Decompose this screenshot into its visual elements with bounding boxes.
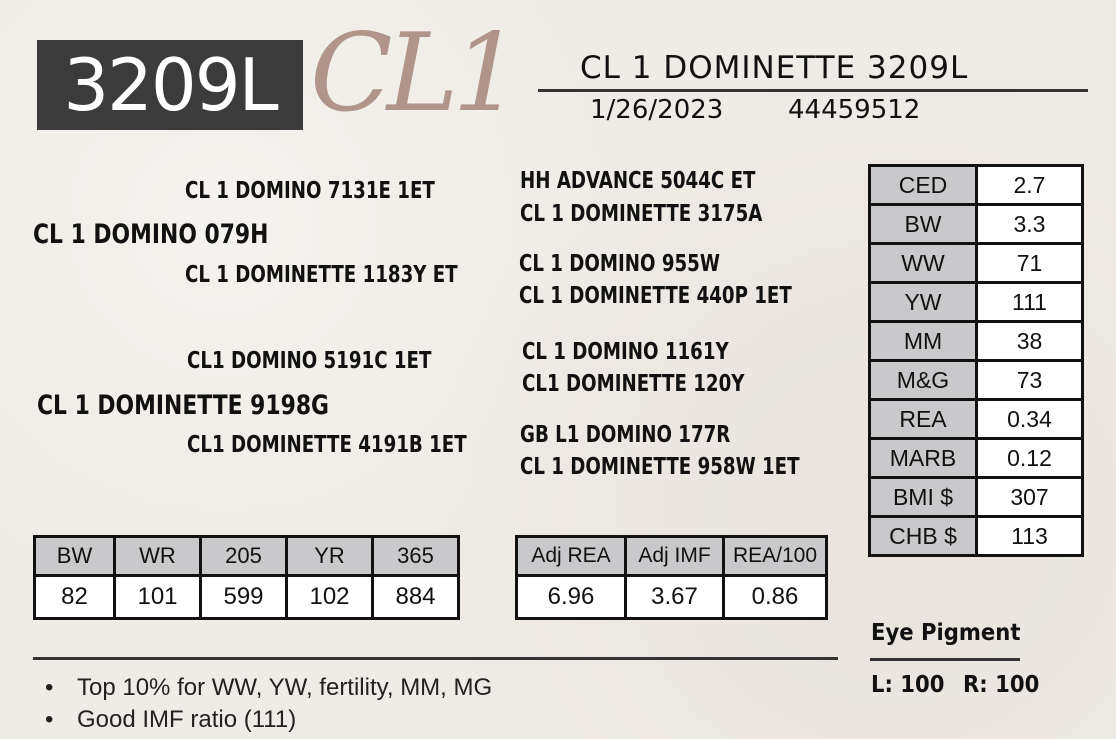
carcass-value: 6.96 [517,576,626,619]
epd-row [870,478,1083,517]
performance-header-row [35,537,459,576]
pedigree-sire: CL 1 DOMINO 079H [33,219,269,250]
epd-row [870,283,1083,322]
epd-label: M&G [870,361,977,400]
epd-row [870,166,1083,205]
epd-table [868,164,1084,557]
epd-label: WW [870,244,977,283]
epd-row [870,361,1083,400]
epd-value: 113 [977,517,1083,556]
pedigree-sdam-dam: CL 1 DOMINETTE 440P 1ET [519,283,792,309]
pedigree-ssire-sire: HH ADVANCE 5044C ET [520,168,756,194]
note-item [45,706,296,734]
pedigree-dsire-sire: CL 1 DOMINO 1161Y [522,339,729,365]
note-text: Good IMF ratio (111) [77,706,297,733]
epd-label: BMI $ [870,478,977,517]
epd-label: YW [870,283,977,322]
epd-label: CHB $ [870,517,977,556]
carcass-value-row [517,576,827,619]
carcass-header-row [517,537,827,576]
epd-label: REA [870,400,977,439]
pedigree-dam-dam: CL1 DOMINETTE 4191B 1ET [187,432,467,458]
performance-value: 101 [115,576,201,619]
epd-value: 3.3 [977,205,1083,244]
registration-number: 44459512 [788,95,921,125]
notes-divider [33,657,838,660]
epd-value: 307 [977,478,1083,517]
epd-row [870,517,1083,556]
brand-mark: CL1 [310,11,516,136]
carcass-header: Adj IMF [626,537,724,576]
carcass-header: Adj REA [517,537,626,576]
epd-value: 38 [977,322,1083,361]
bullet-icon: • [45,706,54,733]
pedigree-dam-sire: CL1 DOMINO 5191C 1ET [187,348,432,374]
performance-value: 82 [35,576,115,619]
performance-value: 599 [201,576,287,619]
pedigree-ssire-dam: CL 1 DOMINETTE 3175A [520,201,763,227]
birth-date: 1/26/2023 [590,95,724,125]
performance-header: BW [35,537,115,576]
epd-value: 73 [977,361,1083,400]
pedigree-ddam-dam: CL 1 DOMINETTE 958W 1ET [520,454,800,480]
carcass-table [515,535,828,620]
epd-value: 0.12 [977,439,1083,478]
performance-value: 102 [287,576,373,619]
epd-label: CED [870,166,977,205]
note-text: Top 10% for WW, YW, fertility, MM, MG [77,674,493,701]
eye-pigment-right: R: 100 [963,672,1040,698]
epd-label: MM [870,322,977,361]
carcass-value: 3.67 [626,576,724,619]
epd-value: 111 [977,283,1083,322]
performance-value: 884 [373,576,459,619]
performance-header: 205 [201,537,287,576]
epd-row [870,400,1083,439]
pedigree-dsire-dam: CL1 DOMINETTE 120Y [522,371,745,397]
pedigree-sire-dam: CL 1 DOMINETTE 1183Y ET [185,262,458,288]
eye-pigment-title: Eye Pigment [871,620,1021,646]
performance-header: 365 [373,537,459,576]
pedigree-ddam-sire: GB L1 DOMINO 177R [520,422,731,448]
performance-header: YR [287,537,373,576]
eye-pigment-left: L: 100 [871,672,945,698]
animal-name: CL 1 DOMINETTE 3209L [580,50,969,86]
epd-value: 2.7 [977,166,1083,205]
epd-value: 0.34 [977,400,1083,439]
tag-number: 3209L [37,40,303,130]
epd-label: BW [870,205,977,244]
performance-table [33,535,460,620]
epd-row [870,205,1083,244]
title-divider [538,89,1088,92]
note-item [45,674,492,702]
bullet-icon: • [45,674,54,701]
pedigree-dam: CL 1 DOMINETTE 9198G [37,390,329,421]
epd-label: MARB [870,439,977,478]
pedigree-sdam-sire: CL 1 DOMINO 955W [519,251,720,277]
performance-header: WR [115,537,201,576]
epd-row [870,439,1083,478]
epd-row [870,322,1083,361]
carcass-value: 0.86 [724,576,827,619]
epd-row [870,244,1083,283]
performance-value-row [35,576,459,619]
epd-value: 71 [977,244,1083,283]
carcass-header: REA/100 [724,537,827,576]
eye-pigment-divider [870,658,1020,661]
pedigree-sire-sire: CL 1 DOMINO 7131E 1ET [185,178,435,204]
